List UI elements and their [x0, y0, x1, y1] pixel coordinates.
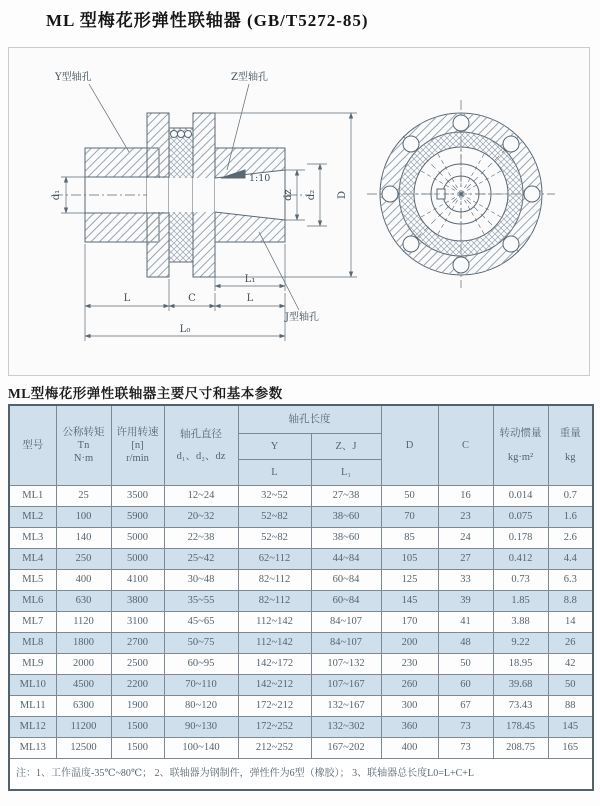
table-row: [9, 738, 593, 759]
header-line: N·m: [73, 453, 94, 465]
page-title: ML 型梅花形弹性联轴器 (GB/T5272-85): [46, 11, 369, 30]
cell-inertia: 73.43: [493, 696, 548, 717]
cell-length-ZJ: 84~107: [311, 633, 381, 654]
header-line: 转动惯量: [499, 428, 542, 440]
cell-speed: 3100: [111, 612, 164, 633]
cell-inertia: 9.22: [493, 633, 548, 654]
cell-length-ZJ: 44~84: [311, 549, 381, 570]
cell-D: 50: [381, 486, 438, 507]
table-row: [9, 591, 593, 612]
col-header-D: D: [381, 405, 438, 486]
dim-L0-label: L₀: [179, 324, 191, 335]
cell-length-ZJ: 38~60: [311, 528, 381, 549]
cell-weight: 50: [548, 675, 593, 696]
cell-weight: 0.7: [548, 486, 593, 507]
col-header-bore-length: 轴孔长度: [238, 405, 381, 434]
cell-C: 48: [438, 633, 493, 654]
cell-inertia: 39.68: [493, 675, 548, 696]
cell-weight: 1.6: [548, 507, 593, 528]
front-view: [367, 100, 555, 288]
cell-D: 360: [381, 717, 438, 738]
cell-speed: 5900: [111, 507, 164, 528]
taper-label: 1:10: [249, 173, 271, 184]
cell-D: 170: [381, 612, 438, 633]
table-row: [9, 654, 593, 675]
header-line: 轴孔直径: [180, 429, 222, 441]
cell-torque: 100: [56, 507, 111, 528]
cell-weight: 26: [548, 633, 593, 654]
cell-model: ML13: [9, 738, 56, 759]
cell-speed: 2500: [111, 654, 164, 675]
header-line: 重量: [559, 428, 581, 440]
cell-bore-diameter: 12~24: [164, 486, 238, 507]
col-header-torque: [56, 405, 111, 486]
col-header-inertia: [493, 405, 548, 486]
cell-length-ZJ: 107~167: [311, 675, 381, 696]
cell-model: ML4: [9, 549, 56, 570]
z-bore-label: Z型轴孔: [231, 72, 268, 83]
cell-model: ML8: [9, 633, 56, 654]
cell-D: 200: [381, 633, 438, 654]
dim-L1-label: L₁: [244, 274, 256, 285]
cell-length-ZJ: 38~60: [311, 507, 381, 528]
cell-D: 145: [381, 591, 438, 612]
cell-speed: 1500: [111, 738, 164, 759]
cell-inertia: 0.014: [493, 486, 548, 507]
cell-length-Y: 212~252: [238, 738, 311, 759]
cell-torque: 4500: [56, 675, 111, 696]
cell-torque: 630: [56, 591, 111, 612]
header-line: [n]: [131, 439, 144, 451]
cell-weight: 145: [548, 717, 593, 738]
table-caption: ML型梅花形弹性联轴器主要尺寸和基本参数: [8, 386, 283, 401]
cell-C: 50: [438, 654, 493, 675]
cell-weight: 14: [548, 612, 593, 633]
table-row: [9, 570, 593, 591]
col-header-ZJ: Z、J: [311, 434, 381, 460]
cell-weight: 4.4: [548, 549, 593, 570]
cell-speed: 4100: [111, 570, 164, 591]
col-header-bore-diameter: [164, 405, 238, 486]
cell-C: 73: [438, 738, 493, 759]
cell-torque: 2000: [56, 654, 111, 675]
cell-C: 33: [438, 570, 493, 591]
cell-model: ML9: [9, 654, 56, 675]
cell-length-ZJ: 60~84: [311, 570, 381, 591]
cell-speed: 5000: [111, 549, 164, 570]
table-row: [9, 633, 593, 654]
cell-length-ZJ: 107~132: [311, 654, 381, 675]
cell-torque: 6300: [56, 696, 111, 717]
cell-bore-diameter: 100~140: [164, 738, 238, 759]
table-row: [9, 675, 593, 696]
cell-bore-diameter: 30~48: [164, 570, 238, 591]
cell-bore-diameter: 35~55: [164, 591, 238, 612]
cell-torque: 400: [56, 570, 111, 591]
cell-bore-diameter: 80~120: [164, 696, 238, 717]
cell-model: ML12: [9, 717, 56, 738]
header-line: r/min: [126, 453, 149, 465]
cell-length-Y: 172~252: [238, 717, 311, 738]
dim-d2-label: d₂: [306, 189, 317, 201]
cell-C: 41: [438, 612, 493, 633]
j-bore-label: J型轴孔: [285, 312, 320, 323]
col-header-model: [9, 405, 56, 486]
cell-C: 39: [438, 591, 493, 612]
cell-inertia: 178.45: [493, 717, 548, 738]
cell-model: ML7: [9, 612, 56, 633]
header-line: Tn: [77, 439, 90, 451]
dim-d1-label: d₁: [51, 189, 62, 201]
cell-length-Y: 112~142: [238, 633, 311, 654]
cell-weight: 8.8: [548, 591, 593, 612]
cell-weight: 165: [548, 738, 593, 759]
col-header-speed: [111, 405, 164, 486]
table-row: [9, 486, 593, 507]
cell-speed: 3800: [111, 591, 164, 612]
cell-model: ML5: [9, 570, 56, 591]
cell-inertia: 208.75: [493, 738, 548, 759]
cell-torque: 250: [56, 549, 111, 570]
cell-length-ZJ: 60~84: [311, 591, 381, 612]
cell-torque: 140: [56, 528, 111, 549]
parameters-table: [8, 404, 594, 791]
cell-torque: 25: [56, 486, 111, 507]
cell-bore-diameter: 70~110: [164, 675, 238, 696]
cell-bore-diameter: 20~32: [164, 507, 238, 528]
cell-length-ZJ: 27~38: [311, 486, 381, 507]
cell-length-Y: 112~142: [238, 612, 311, 633]
cell-length-ZJ: 84~107: [311, 612, 381, 633]
cell-length-Y: 142~172: [238, 654, 311, 675]
cell-weight: 6.3: [548, 570, 593, 591]
cell-length-Y: 32~52: [238, 486, 311, 507]
cell-weight: 2.6: [548, 528, 593, 549]
col-header-weight: [548, 405, 593, 486]
cell-torque: 12500: [56, 738, 111, 759]
dim-C-label: C: [188, 293, 196, 304]
table-row: [9, 696, 593, 717]
cell-model: ML3: [9, 528, 56, 549]
cell-length-Y: 142~212: [238, 675, 311, 696]
dim-D-label: D: [337, 190, 348, 200]
cell-bore-diameter: 60~95: [164, 654, 238, 675]
table-row: [9, 612, 593, 633]
cell-inertia: 0.412: [493, 549, 548, 570]
cell-bore-diameter: 90~130: [164, 717, 238, 738]
table-row: [9, 528, 593, 549]
header-line: 公称转矩: [62, 426, 105, 438]
cell-D: 400: [381, 738, 438, 759]
cell-inertia: 0.075: [493, 507, 548, 528]
cell-D: 125: [381, 570, 438, 591]
cell-bore-diameter: 45~65: [164, 612, 238, 633]
cell-model: ML2: [9, 507, 56, 528]
cell-bore-diameter: 25~42: [164, 549, 238, 570]
cell-speed: 2700: [111, 633, 164, 654]
cell-C: 60: [438, 675, 493, 696]
dim-L-left-label: L: [123, 293, 131, 304]
cell-length-ZJ: 167~202: [311, 738, 381, 759]
cell-C: 73: [438, 717, 493, 738]
cell-bore-diameter: 22~38: [164, 528, 238, 549]
header-line: 许用转速: [116, 426, 159, 438]
table-row: [9, 549, 593, 570]
cell-speed: 3500: [111, 486, 164, 507]
y-bore-label: Y型轴孔: [55, 72, 92, 83]
cell-C: 16: [438, 486, 493, 507]
cross-section-view: [53, 113, 311, 277]
cell-bore-diameter: 50~75: [164, 633, 238, 654]
cell-inertia: 0.178: [493, 528, 548, 549]
cell-length-Y: 82~112: [238, 570, 311, 591]
table-row: [9, 717, 593, 738]
dim-L-right-label: L: [246, 293, 254, 304]
dim-dz-label: dz: [283, 189, 294, 201]
cell-length-Y: 62~112: [238, 549, 311, 570]
cell-length-ZJ: 132~167: [311, 696, 381, 717]
cell-length-Y: 82~112: [238, 591, 311, 612]
cell-D: 70: [381, 507, 438, 528]
cell-length-Y: 52~82: [238, 507, 311, 528]
cell-length-Y: 172~212: [238, 696, 311, 717]
cell-length-Y: 52~82: [238, 528, 311, 549]
table-header: [9, 405, 593, 486]
col-header-Y: Y: [238, 434, 311, 460]
cell-inertia: 1.85: [493, 591, 548, 612]
header-line: kg·m²: [507, 451, 534, 463]
cell-D: 85: [381, 528, 438, 549]
cell-D: 105: [381, 549, 438, 570]
technical-drawing-panel: [8, 47, 590, 376]
table-body: [9, 486, 593, 759]
header-line: 型号: [22, 439, 44, 451]
cell-model: ML10: [9, 675, 56, 696]
cell-speed: 5000: [111, 528, 164, 549]
cell-C: 27: [438, 549, 493, 570]
cell-C: 67: [438, 696, 493, 717]
cell-weight: 88: [548, 696, 593, 717]
cell-C: 23: [438, 507, 493, 528]
cell-D: 300: [381, 696, 438, 717]
cell-speed: 2200: [111, 675, 164, 696]
header-line: kg: [565, 451, 576, 463]
cell-speed: 1900: [111, 696, 164, 717]
cell-D: 230: [381, 654, 438, 675]
table-row: [9, 507, 593, 528]
cell-C: 24: [438, 528, 493, 549]
cell-model: ML11: [9, 696, 56, 717]
cell-inertia: 0.73: [493, 570, 548, 591]
cell-D: 260: [381, 675, 438, 696]
cell-weight: 42: [548, 654, 593, 675]
table-note: 注：1、工作温度-35℃~80℃； 2、联轴器为钢制件，弹性件为6型（橡胶）； 3、联轴器总长度L0=L+C+L: [9, 759, 593, 791]
col-header-L: L: [238, 460, 311, 486]
col-header-C: C: [438, 405, 493, 486]
cell-torque: 1120: [56, 612, 111, 633]
coupling-drawing: [9, 48, 591, 377]
header-line: d₁、d₂、dz: [176, 450, 226, 462]
cell-inertia: 18.95: [493, 654, 548, 675]
cell-torque: 11200: [56, 717, 111, 738]
cell-speed: 1500: [111, 717, 164, 738]
cell-torque: 1800: [56, 633, 111, 654]
cell-model: ML1: [9, 486, 56, 507]
cell-model: ML6: [9, 591, 56, 612]
col-header-L1: L₁: [311, 460, 381, 486]
cell-inertia: 3.88: [493, 612, 548, 633]
cell-length-ZJ: 132~302: [311, 717, 381, 738]
